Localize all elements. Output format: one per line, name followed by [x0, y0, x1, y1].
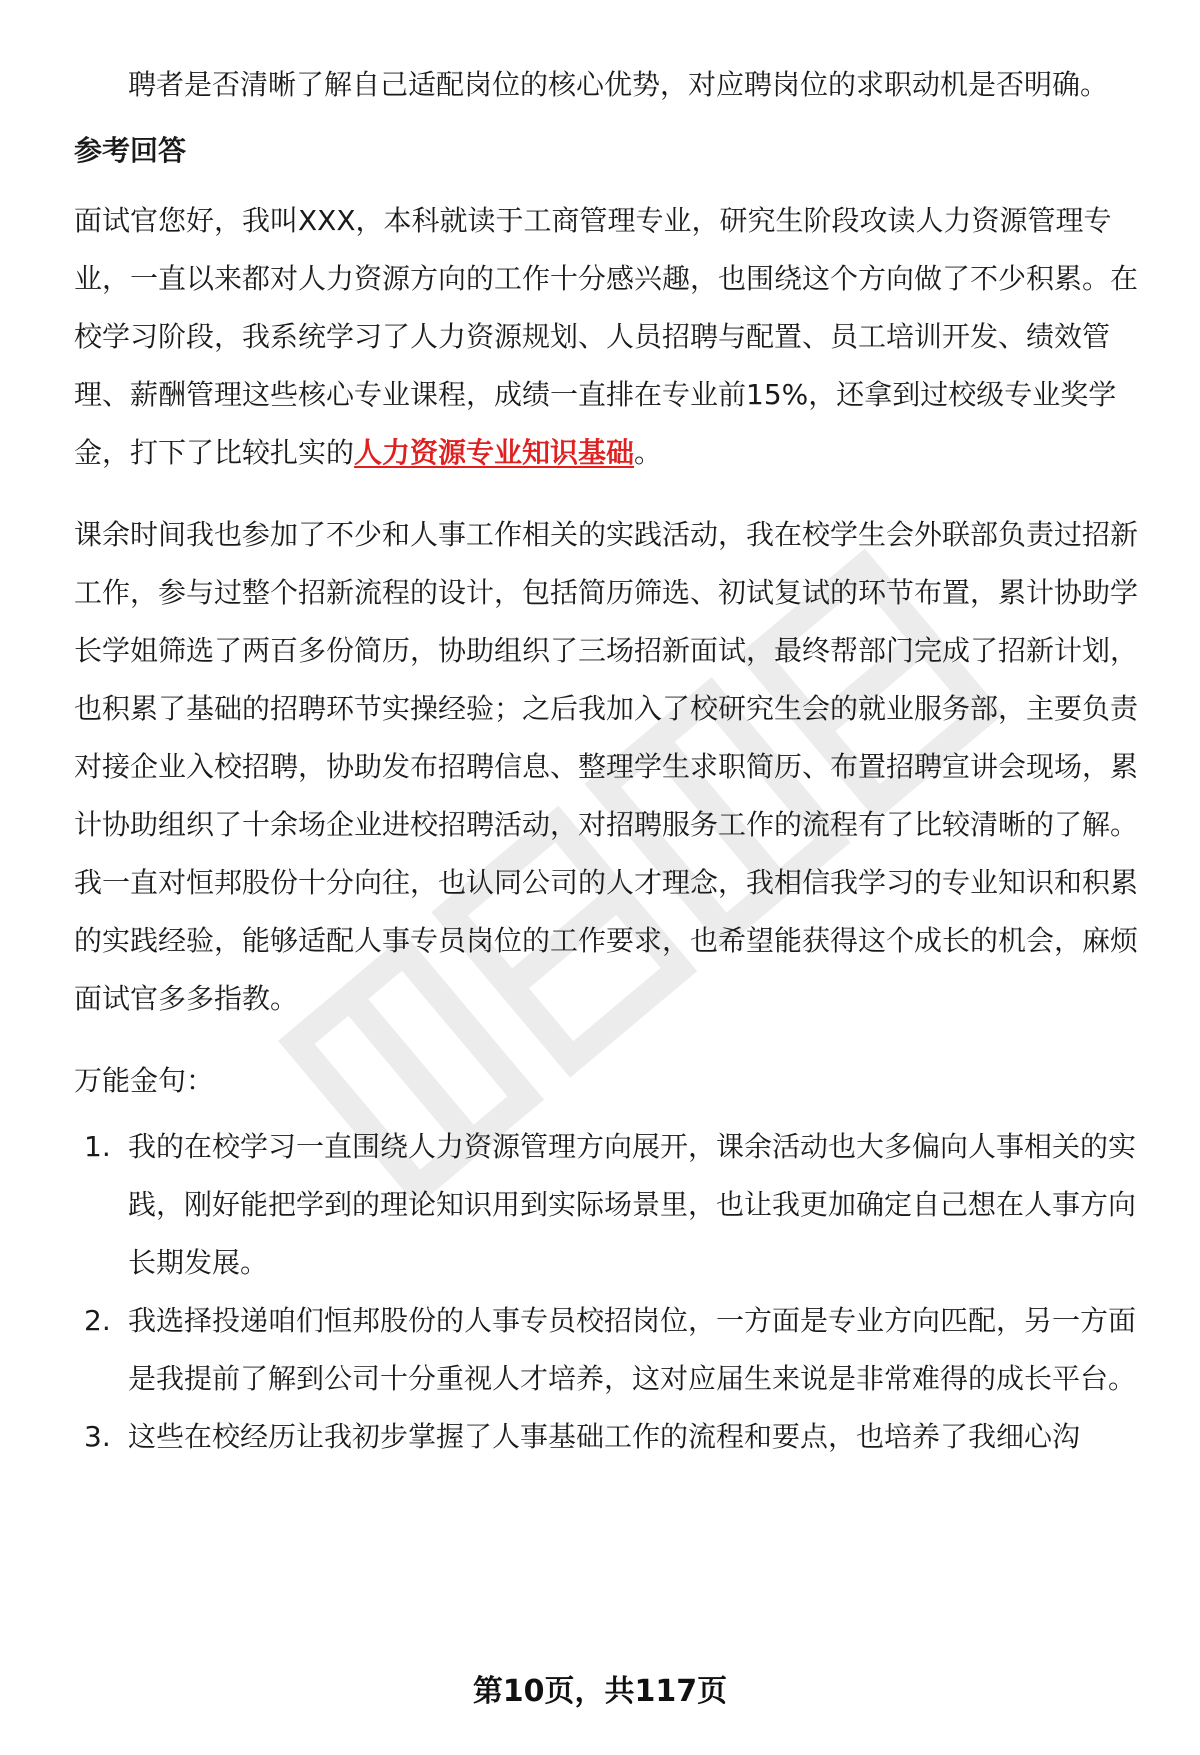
- list-item-number: 1.: [84, 1130, 111, 1163]
- golden-sentences-list: [74, 1118, 1144, 1466]
- list-item-text: 我选择投递咱们恒邦股份的人事专员校招岗位，一方面是专业方向匹配，另一方面是我提前了解到公司十分重视人才培养，这对应届生来说是非常难得的成长平台。: [128, 1304, 1137, 1395]
- answer-p1-end: 。: [634, 436, 663, 469]
- list-item: [74, 1292, 1144, 1408]
- answer-paragraph-1: [74, 192, 1144, 482]
- highlight-keyword: 人力资源专业知识基础: [354, 436, 635, 469]
- answer-p1-text: 面试官您好，我叫XXX，本科就读于工商管理专业，研究生阶段攻读人力资源管理专业，一直以来都对人力资源方向的工作十分感兴趣，也围绕这个方向做了不少积累。在校学习阶段，我系统学习了人力资源规划、人员招聘与配置、员工培训开发、绩效管理、薪酬管理这些核心专业课程，成绩一直排在专业前15%，还拿到过校级专业奖学金，打下了比较扎实的: [74, 204, 1139, 469]
- golden-sentences-title: 万能金句：: [74, 1064, 215, 1097]
- list-item-text: 我的在校学习一直围绕人力资源管理方向展开，课余活动也大多偏向人事相关的实践，刚好能把学到的理论知识用到实际场景里，也让我更加确定自己想在人事方向长期发展。: [128, 1130, 1137, 1279]
- main-content: [74, 56, 1144, 1466]
- reference-answer-heading: 参考回答: [74, 134, 187, 167]
- answer-paragraph-2: 课余时间我也参加了不少和人事工作相关的实践活动，我在校学生会外联部负责过招新工作，参与过整个招新流程的设计，包括简历筛选、初试复试的环节布置，累计协助学长学姐筛选了两百多份简历，协助组织了三场招新面试，最终帮部门完成了招新计划，也积累了基础的招聘环节实操经验；之后我加入了校研究生会的就业服务部，主要负责对接企业入校招聘，协助发布招聘信息、整理学生求职简历、布置招聘宣讲会现场，累计协助组织了十余场企业进校招聘活动，对招聘服务工作的流程有了比较清晰的了解。我一直对恒邦股份十分向往，也认同公司的人才理念，我相信我学习的专业知识和积累的实践经验，能够适配人事专员岗位的工作要求，也希望能获得这个成长的机会，麻烦面试官多多指教。: [74, 518, 1139, 1015]
- intro-continuation: 聘者是否清晰了解自己适配岗位的核心优势，对应聘岗位的求职动机是否明确。: [128, 68, 1109, 101]
- list-item-number: 3.: [84, 1420, 111, 1453]
- list-item-text: 这些在校经历让我初步掌握了人事基础工作的流程和要点，也培养了我细心沟: [128, 1420, 1081, 1453]
- list-item: [74, 1408, 1144, 1466]
- list-item: [74, 1118, 1144, 1292]
- page-number-footer: 第10页，共117页: [472, 1674, 728, 1709]
- list-item-number: 2.: [84, 1304, 111, 1337]
